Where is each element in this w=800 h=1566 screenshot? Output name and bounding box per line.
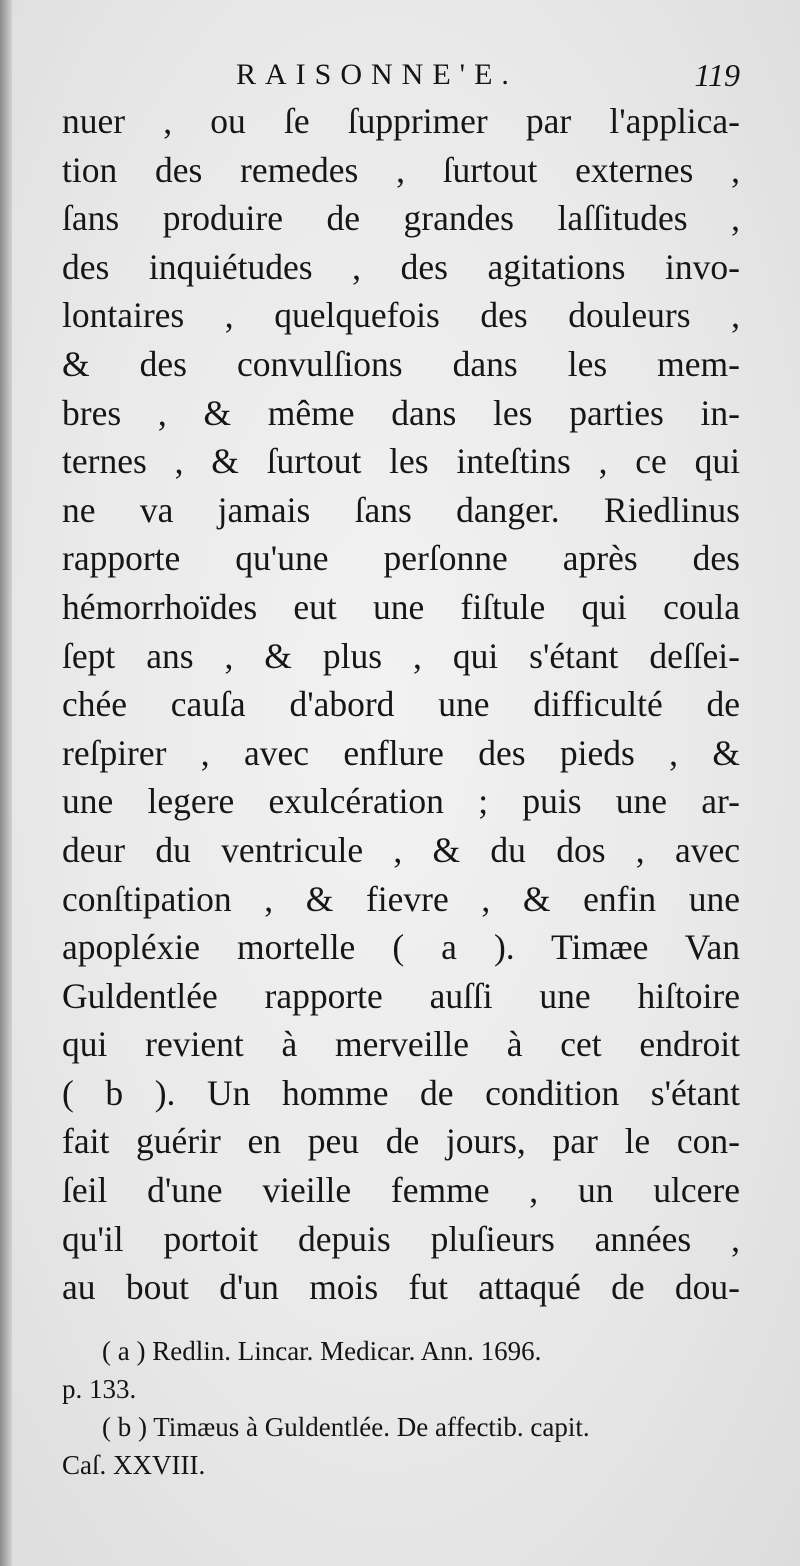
text-line: qu'il portoit depuis pluſieurs années , <box>62 1218 740 1259</box>
text-line: bres , & même dans les parties in- <box>62 392 740 433</box>
text-line: des inquiétudes , des agitations invo- <box>62 246 740 287</box>
footnote-b-continuation: Caſ. XXVIII. <box>62 1450 206 1480</box>
text-line: ( b ). Un homme de condition s'étant <box>62 1072 740 1113</box>
running-head <box>62 52 740 98</box>
text-line: fait guérir en peu de jours, par le con- <box>62 1121 740 1162</box>
text-line: hémorrhoïdes eut une fiſtule qui coula <box>62 586 740 627</box>
footnote-a: ( a ) Redlin. Lincar. Medicar. Ann. 1696. <box>102 1336 542 1366</box>
text-line: Guldentlée rapporte auſſi une hiſtoire <box>62 975 740 1016</box>
footnotes <box>62 1332 752 1484</box>
text-line: apopléxie mortelle ( a ). Timæe Van <box>62 927 740 968</box>
text-line: conſtipation , & fievre , & enfin une <box>62 878 740 919</box>
footnote-b: ( b ) Timæus à Guldentlée. De affectib. capit. <box>102 1412 590 1442</box>
page-edge-shadow <box>0 0 12 1566</box>
running-title: RAISONNE'E. <box>236 58 518 91</box>
text-line: ſept ans , & plus , qui s'étant deſſei- <box>62 635 740 676</box>
text-line: au bout d'un mois fut attaqué de dou- <box>62 1267 740 1308</box>
text-line: chée cauſa d'abord une difficulté de <box>62 684 740 725</box>
text-line: nuer , ou ſe ſupprimer par l'applica- <box>62 101 740 141</box>
text-line: ne va jamais ſans danger. Riedlinus <box>62 489 740 530</box>
text-line: une legere exulcération ; puis une ar- <box>62 781 740 822</box>
text-line: tion des remedes , ſurtout externes , <box>62 149 740 190</box>
text-line: & des convulſions dans les mem- <box>62 343 740 384</box>
text-line: ternes , & ſurtout les inteſtins , ce qui <box>62 441 740 482</box>
body-text <box>62 97 740 1312</box>
text-line: lontaires , quelquefois des douleurs , <box>62 295 740 336</box>
text-line: ſeil d'une vieille femme , un ulcere <box>62 1170 740 1211</box>
text-line: rapporte qu'une perſonne après des <box>62 538 740 579</box>
text-line: ſans produire de grandes laſſitudes , <box>62 198 740 239</box>
text-line: qui revient à merveille à cet endroit <box>62 1024 740 1065</box>
page-number: 119 <box>694 57 740 93</box>
text-line: deur du ventricule , & du dos , avec <box>62 829 740 870</box>
footnote-a-continuation: p. 133. <box>62 1374 137 1404</box>
text-line: reſpirer , avec enflure des pieds , & <box>62 732 740 773</box>
